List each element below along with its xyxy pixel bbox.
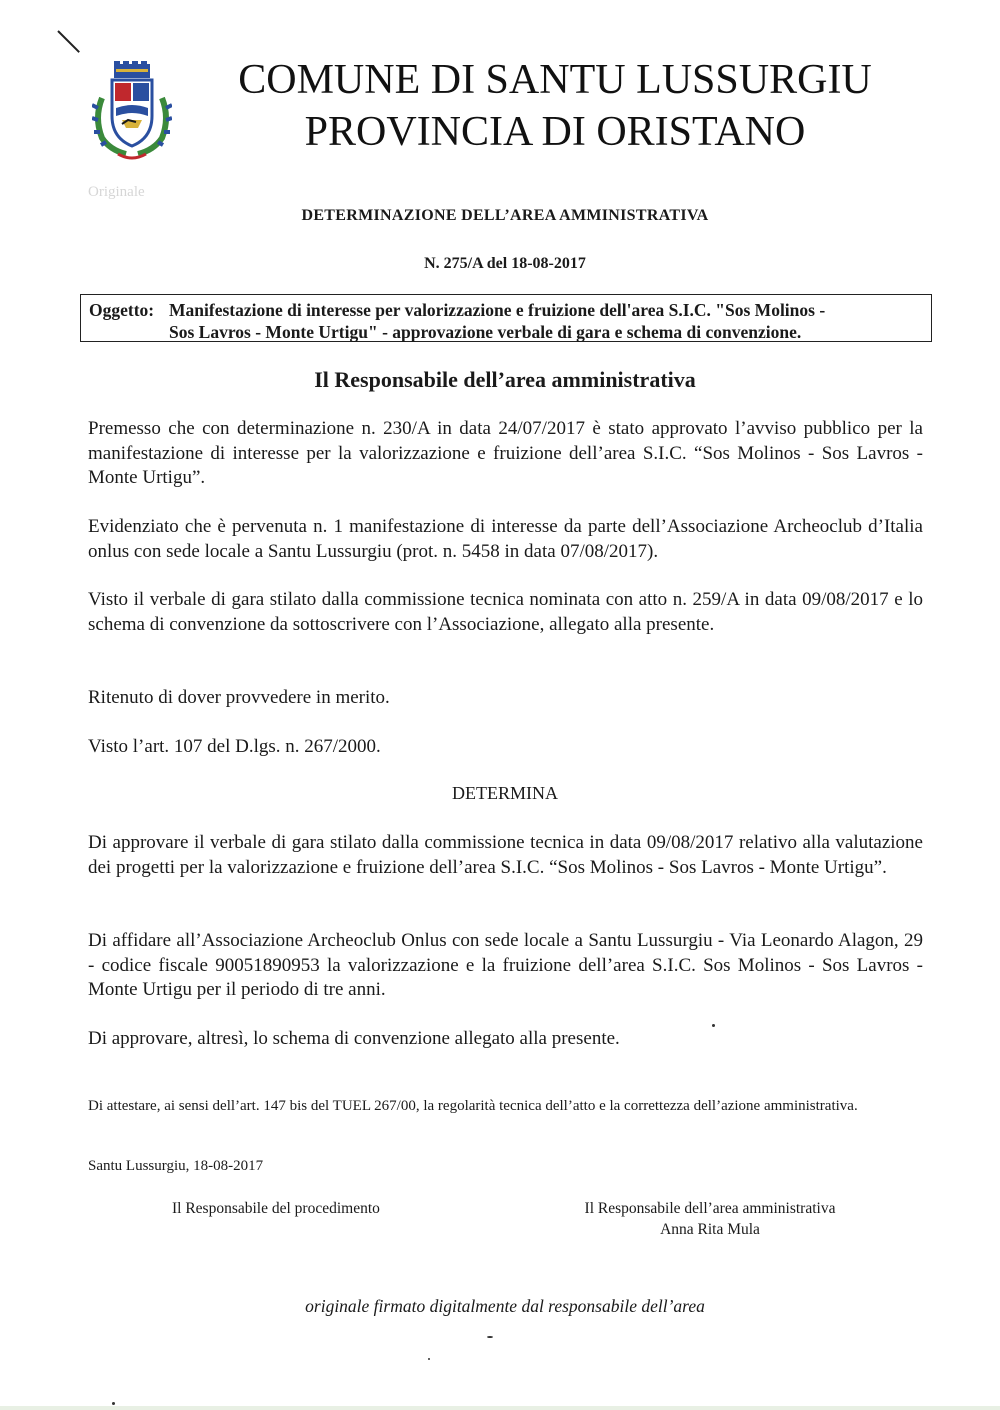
scan-edge <box>0 1406 1000 1410</box>
paragraph-visto-verbale: Visto il verbale di gara stilato dalla commissione tecnica nominata con atto n. 259/A in data 09/08/2017 e lo schema di convenzione da sottoscrivere con l’Associazione, allegato alla presente. <box>88 589 923 635</box>
paragraph-attestare: Di attestare, ai sensi dell’art. 147 bis del TUEL 267/00, la regolarità tecnica dell’atto e la correttezza dell’azione amministrativa. <box>88 1098 858 1114</box>
paragraph-approvare-verbale: Di approvare il verbale di gara stilato dalla commissione tecnica in data 09/08/2017 relativo alla valutazione dei progetti per la valorizzazione e fruizione dell’area S.I.C. “Sos Molinos - Sos Lavros - Monte Urtigu”. <box>88 832 923 878</box>
determina-heading: DETERMINA <box>452 783 558 803</box>
signature-right-block <box>540 1198 880 1240</box>
footer-note: originale firmato digitalmente dal responsabile dell’area <box>305 1296 705 1316</box>
document-type: DETERMINAZIONE DELL’AREA AMMINISTRATIVA <box>301 207 709 224</box>
paragraph-affidare: Di affidare all’Associazione Archeoclub Onlus con sede locale a Santu Lussurgiu - Via Leonardo Alagon, 29 - codice fiscale 90051890953 la valorizzazione e la fruizione dell’area S.I.C. Sos Molinos - Sos Lavros - Monte Urtigu per il periodo di tre anni. <box>88 930 923 1000</box>
paragraph-premesso: Premesso che con determinazione n. 230/A in data 24/07/2017 è stato approvato l’avviso pubblico per la manifestazione di interesse per la valorizzazione e fruizione dell’area S.I.C. “Sos Molinos - Sos Lavros - Monte Urtigu”. <box>88 418 923 488</box>
signature-right-title: Il Responsabile dell’area amministrativa <box>584 1200 836 1217</box>
municipality-name: COMUNE DI SANTU LUSSURGIU <box>238 57 872 103</box>
faint-stamp: Originale <box>88 184 145 200</box>
scan-speck <box>428 1358 430 1360</box>
paragraph-approvare-schema: Di approvare, altresì, lo schema di convenzione allegato alla presente. <box>88 1028 620 1049</box>
header-title <box>190 54 920 158</box>
scan-speck <box>112 1402 115 1405</box>
paragraph-ritenuto: Ritenuto di dover provvedere in merito. <box>88 687 390 708</box>
document-number: N. 275/A del 18-08-2017 <box>424 255 586 272</box>
signature-right-name: Anna Rita Mula <box>660 1221 760 1238</box>
subject-line-2: Sos Lavros - Monte Urtigu" - approvazione verbale di gara e schema di convenzione. <box>169 322 802 342</box>
paragraph-visto-art: Visto l’art. 107 del D.lgs. n. 267/2000. <box>88 736 381 757</box>
province-name: PROVINCIA DI ORISTANO <box>304 109 806 155</box>
coat-of-arms-icon <box>92 58 172 164</box>
section-heading: Il Responsabile dell’area amministrativa <box>314 367 696 392</box>
subject-label: Oggetto: <box>89 300 155 320</box>
subject-box <box>80 294 932 342</box>
paragraph-evidenziato: Evidenziato che è pervenuta n. 1 manifestazione di interesse da parte dell’Associazione Archeoclub d’Italia onlus con sede locale a Santu Lussurgiu (prot. n. 5458 in data 07/08/2017). <box>88 516 923 562</box>
subject-line-1: Manifestazione di interesse per valorizzazione e fruizione dell'area S.I.C. "Sos Molinos - <box>169 300 826 320</box>
place-date: Santu Lussurgiu, 18-08-2017 <box>88 1158 264 1174</box>
scan-mark <box>57 30 80 53</box>
scan-speck <box>712 1024 715 1027</box>
scan-speck <box>487 1336 493 1338</box>
signature-left-title: Il Responsabile del procedimento <box>172 1200 380 1217</box>
